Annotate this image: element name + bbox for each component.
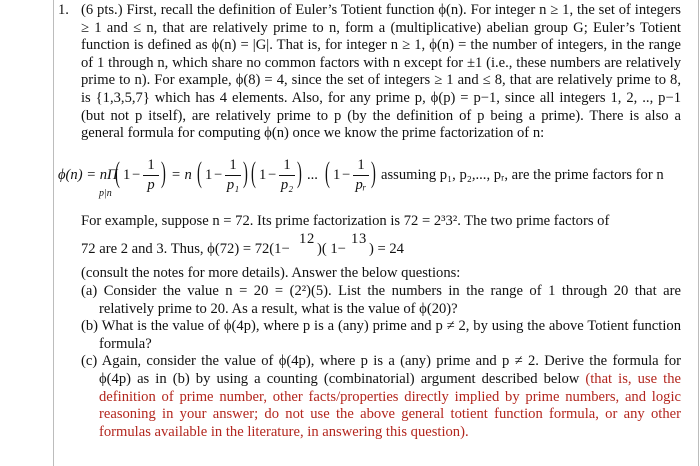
problem-page	[58, 2, 681, 441]
part-c: (c) Again, consider the value of ϕ(4p), where p is a (any) prime and p ≠ 2. Derive the formula for ϕ(4p) as in (b) by using a counting (combinatorial) argument described below (that is, use the definition of prime number, other facts/properties directly implied by prime numbers, and logic reasoning in your answer; do not use the above general totient function formula, or any other formulas available in the literature, in answering this question).	[81, 353, 681, 440]
formula-paren-open: (	[115, 157, 120, 190]
example-mid: )( 1−	[317, 241, 346, 258]
example-result: ) = 24	[369, 241, 404, 258]
formula-one-1: 1	[123, 166, 131, 183]
formula-frac-p: 1 p	[143, 157, 159, 195]
example-calc-prefix: 72 are 2 and 3. Thus, ϕ(72) = 72(1−	[81, 241, 290, 258]
part-c-instructions: (that is, use the definition of prime number, other facts/properties directly implied by prime numbers, and logic reasoning in your answer; do not use the above general totient function formula, or any other formulas available in the literature, in answering this question).	[99, 370, 681, 440]
problem-intro: (6 pts.) First, recall the definition of Euler’s Totient function ϕ(n). For integer n ≥ 1, the set of integers ≥ 1 and ≤ n, that are relatively prime to n, form a (multiplicative) abelian group G; Euler’s Totient function is defined as ϕ(n) = |G|. That is, for integer n ≥ 1, ϕ(n) = the number of integers, in the range of 1 through n, which share no common factors with n except for ±1 (i.e., these numbers are relatively prime to n). For example, ϕ(8) = 4, since the set of integers ≥ 1 and ≤ 8, that are relatively prime to 8, is {1,3,5,7} which has 4 elements. Also, for any prime p, ϕ(p) = p−1, since all integers 1, 2, .., p−1 (but not p itself), are relatively prime to p (by the definition of p being a prime). There is also a general formula for computing ϕ(n) once we know the prime factorization of n:	[81, 2, 681, 142]
formula-eq-mid: = n	[171, 166, 192, 183]
formula-lhs: ϕ(n) = nΠ	[58, 166, 118, 183]
formula-paren-close: )	[161, 157, 166, 190]
formula-dots: ...	[307, 166, 318, 183]
problem-number: 1.	[58, 2, 69, 18]
formula-frac-pr: 1 pᵣ	[353, 157, 369, 195]
formula-prod-index: p|n	[99, 187, 112, 199]
formula-minus-1: −	[132, 166, 141, 183]
formula-frac-p1: 1 p₁	[226, 156, 240, 194]
part-b: (b) What is the value of ϕ(4p), where p is a (any) prime and p ≠ 2, by using the above Totient function formula?	[81, 318, 681, 352]
consult-line: (consult the notes for more details). Answer the below questions:	[81, 265, 461, 282]
example-line: For example, suppose n = 72. Its prime factorization is 72 = 2³3². The two prime factors of	[81, 212, 610, 229]
part-a: (a) Consider the value n = 20 = (2²)(5). List the numbers in the range of 1 through 20 that are relatively prime to 20. As a result, what is the value of ϕ(20)?	[81, 282, 681, 317]
totient-formula: ϕ(n) = nΠ p|n ( 1 − 1 p ) = n ( 1 − 1 p₁ ) ( 1 − 1 p₂ ) ... ( 1 − 1 pᵣ ) assuming p₁, p₂,..., pᵣ, are the prime factors for n	[81, 149, 681, 211]
example-calculation: 72 are 2 and 3. Thus, ϕ(72) = 72(1− 1 2 )( 1− 1 3 ) = 24	[81, 231, 404, 258]
formula-frac-p2: 1 p₂	[280, 156, 294, 194]
formula-assuming: assuming p₁, p₂,..., pᵣ, are the prime factors for n	[381, 166, 664, 183]
